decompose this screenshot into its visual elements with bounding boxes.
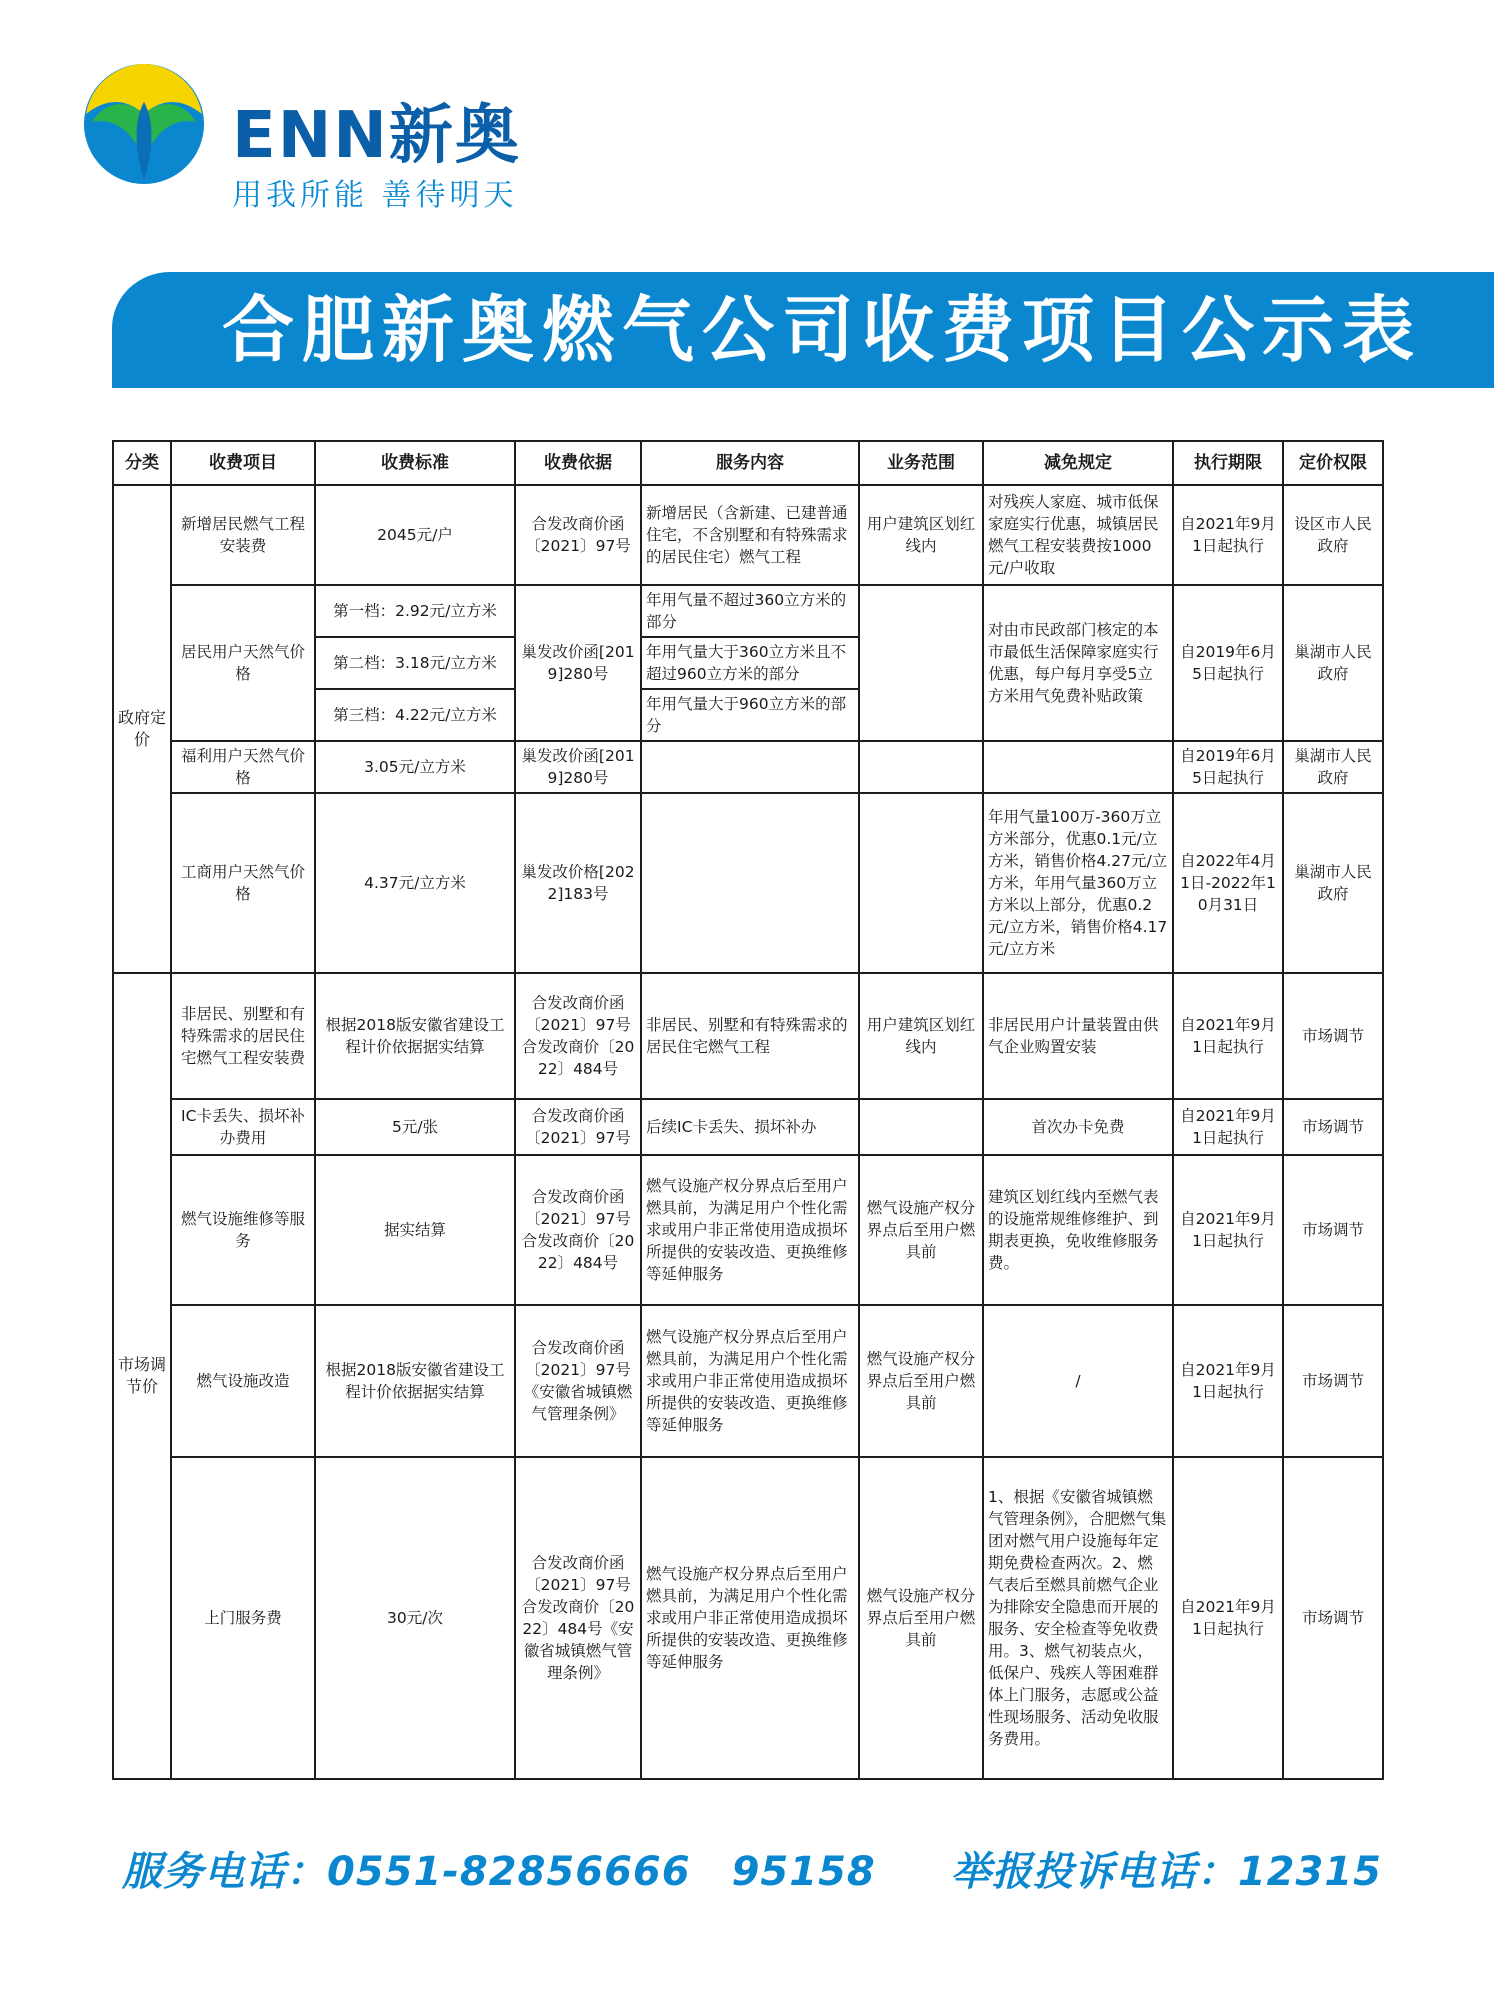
header-standard: 收费标准	[315, 441, 515, 485]
scope-cell	[859, 793, 983, 973]
exemption-cell: 对由市民政部门核定的本市最低生活保障家庭实行优惠，每户每月享受5立方米用气免费补贴政策	[983, 585, 1173, 741]
scope-cell: 用户建筑区划红线内	[859, 973, 983, 1099]
standard-cell: 根据2018版安徽省建设工程计价依据据实结算	[315, 1305, 515, 1457]
content-cell: 非居民、别墅和有特殊需求的居民住宅燃气工程	[641, 973, 859, 1099]
header-item: 收费项目	[171, 441, 315, 485]
exemption-cell: 年用气量100万-360万立方米部分，优惠0.1元/立方米，销售价格4.27元/立方米，年用气量360万立方米以上部分，优惠0.2元/立方米，销售价格4.17元/立方米	[983, 793, 1173, 973]
scope-cell	[859, 741, 983, 793]
authority-cell: 市场调节	[1283, 1457, 1383, 1779]
authority-cell: 巢湖市人民政府	[1283, 793, 1383, 973]
header-scope: 业务范围	[859, 441, 983, 485]
content-cell	[641, 741, 859, 793]
period-cell: 自2019年6月5日起执行	[1173, 741, 1283, 793]
title-banner	[112, 272, 1494, 388]
item-cell: 工商用户天然气价格	[171, 793, 315, 973]
scope-cell: 用户建筑区划红线内	[859, 485, 983, 585]
brand-name: ENN新奥	[232, 99, 521, 173]
table-row	[113, 1099, 1383, 1155]
standard-cell: 3.05元/立方米	[315, 741, 515, 793]
item-cell: IC卡丢失、损坏补办费用	[171, 1099, 315, 1155]
header-category: 分类	[113, 441, 171, 485]
table-header-row	[113, 441, 1383, 485]
service-phone: 服务电话：0551-82856666 95158	[122, 1849, 876, 1895]
exemption-cell: /	[983, 1305, 1173, 1457]
header-authority: 定价权限	[1283, 441, 1383, 485]
item-cell: 燃气设施维修等服务	[171, 1155, 315, 1305]
basis-cell: 合发改商价函〔2021〕97号《安徽省城镇燃气管理条例》	[515, 1305, 641, 1457]
fee-table	[112, 440, 1384, 1780]
table-row	[113, 1155, 1383, 1305]
item-cell: 燃气设施改造	[171, 1305, 315, 1457]
table-row	[113, 1305, 1383, 1457]
table-row	[113, 485, 1383, 585]
scope-cell	[859, 585, 983, 741]
content-cell: 新增居民（含新建、已建普通住宅，不含别墅和有特殊需求的居民住宅）燃气工程	[641, 485, 859, 585]
scope-cell: 燃气设施产权分界点后至用户燃具前	[859, 1457, 983, 1779]
header-period: 执行期限	[1173, 441, 1283, 485]
category-cell: 政府定价	[113, 485, 171, 973]
table-row	[113, 973, 1383, 1099]
standard-cell: 30元/次	[315, 1457, 515, 1779]
authority-cell: 巢湖市人民政府	[1283, 741, 1383, 793]
exemption-cell: 1、根据《安徽省城镇燃气管理条例》，合肥燃气集团对燃气用户设施每年定期免费检查两次。2、燃气表后至燃具前燃气企业为排除安全隐患而开展的服务、安全检查等免收费用。3、燃气初装点火，低保户、残疾人等困难群体上门服务，志愿或公益性现场服务、活动免收服务费用。	[983, 1457, 1173, 1779]
basis-cell: 巢发改价函[2019]280号	[515, 585, 641, 741]
exemption-cell: 对残疾人家庭、城市低保家庭实行优惠，城镇居民燃气工程安装费按1000元/户收取	[983, 485, 1173, 585]
period-cell: 自2022年4月1日-2022年10月31日	[1173, 793, 1283, 973]
standard-cell: 第二档：3.18元/立方米	[315, 637, 515, 689]
period-cell: 自2019年6月5日起执行	[1173, 585, 1283, 741]
content-cell	[641, 793, 859, 973]
item-cell: 福利用户天然气价格	[171, 741, 315, 793]
basis-cell: 合发改商价函〔2021〕97号合发改商价〔2022〕484号	[515, 1155, 641, 1305]
content-cell: 年用气量不超过360立方米的部分	[641, 585, 859, 637]
brand-logo	[82, 62, 562, 212]
scope-cell	[859, 1099, 983, 1155]
exemption-cell: 首次办卡免费	[983, 1099, 1173, 1155]
period-cell: 自2021年9月1日起执行	[1173, 973, 1283, 1099]
authority-cell: 市场调节	[1283, 973, 1383, 1099]
exemption-cell: 非居民用户计量装置由供气企业购置安装	[983, 973, 1173, 1099]
footer-contacts	[122, 1840, 1382, 1900]
standard-cell: 第一档：2.92元/立方米	[315, 585, 515, 637]
table-row	[113, 1457, 1383, 1779]
authority-cell: 市场调节	[1283, 1305, 1383, 1457]
content-cell: 燃气设施产权分界点后至用户燃具前，为满足用户个性化需求或用户非正常使用造成损坏所提供的安装改造、更换维修等延伸服务	[641, 1155, 859, 1305]
period-cell: 自2021年9月1日起执行	[1173, 1305, 1283, 1457]
header-exemption: 减免规定	[983, 441, 1173, 485]
content-cell: 燃气设施产权分界点后至用户燃具前，为满足用户个性化需求或用户非正常使用造成损坏所提供的安装改造、更换维修等延伸服务	[641, 1305, 859, 1457]
basis-cell: 合发改商价函〔2021〕97号	[515, 1099, 641, 1155]
exemption-cell: 建筑区划红线内至燃气表的设施常规维修维护、到期表更换，免收维修服务费。	[983, 1155, 1173, 1305]
basis-cell: 巢发改价格[2022]183号	[515, 793, 641, 973]
authority-cell: 市场调节	[1283, 1099, 1383, 1155]
content-cell: 后续IC卡丢失、损坏补办	[641, 1099, 859, 1155]
item-cell: 上门服务费	[171, 1457, 315, 1779]
authority-cell: 巢湖市人民政府	[1283, 585, 1383, 741]
header-basis: 收费依据	[515, 441, 641, 485]
table-row	[113, 741, 1383, 793]
period-cell: 自2021年9月1日起执行	[1173, 485, 1283, 585]
page-title: 合肥新奥燃气公司收费项目公示表	[221, 288, 1422, 372]
basis-cell: 合发改商价函〔2021〕97号合发改商价〔2022〕484号《安徽省城镇燃气管理条例》	[515, 1457, 641, 1779]
content-cell: 年用气量大于960立方米的部分	[641, 689, 859, 741]
item-cell: 新增居民燃气工程安装费	[171, 485, 315, 585]
enn-logo-icon	[82, 62, 206, 186]
scope-cell: 燃气设施产权分界点后至用户燃具前	[859, 1155, 983, 1305]
standard-cell: 2045元/户	[315, 485, 515, 585]
exemption-cell	[983, 741, 1173, 793]
basis-cell: 巢发改价函[2019]280号	[515, 741, 641, 793]
item-cell: 非居民、别墅和有特殊需求的居民住宅燃气工程安装费	[171, 973, 315, 1099]
standard-cell: 4.37元/立方米	[315, 793, 515, 973]
item-cell: 居民用户天然气价格	[171, 585, 315, 741]
complaint-phone: 举报投诉电话：12315	[950, 1849, 1382, 1895]
category-cell: 市场调节价	[113, 973, 171, 1779]
header-content: 服务内容	[641, 441, 859, 485]
standard-cell: 据实结算	[315, 1155, 515, 1305]
basis-cell: 合发改商价函〔2021〕97号	[515, 485, 641, 585]
period-cell: 自2021年9月1日起执行	[1173, 1099, 1283, 1155]
period-cell: 自2021年9月1日起执行	[1173, 1457, 1283, 1779]
content-cell: 燃气设施产权分界点后至用户燃具前，为满足用户个性化需求或用户非正常使用造成损坏所提供的安装改造、更换维修等延伸服务	[641, 1457, 859, 1779]
scope-cell: 燃气设施产权分界点后至用户燃具前	[859, 1305, 983, 1457]
table-row	[113, 793, 1383, 973]
content-cell: 年用气量大于360立方米且不超过960立方米的部分	[641, 637, 859, 689]
basis-cell: 合发改商价函〔2021〕97号合发改商价〔2022〕484号	[515, 973, 641, 1099]
period-cell: 自2021年9月1日起执行	[1173, 1155, 1283, 1305]
table-row	[113, 585, 1383, 637]
standard-cell: 5元/张	[315, 1099, 515, 1155]
standard-cell: 第三档：4.22元/立方米	[315, 689, 515, 741]
authority-cell: 市场调节	[1283, 1155, 1383, 1305]
standard-cell: 根据2018版安徽省建设工程计价依据据实结算	[315, 973, 515, 1099]
authority-cell: 设区市人民政府	[1283, 485, 1383, 585]
brand-slogan: 用我所能 善待明天	[232, 178, 518, 213]
